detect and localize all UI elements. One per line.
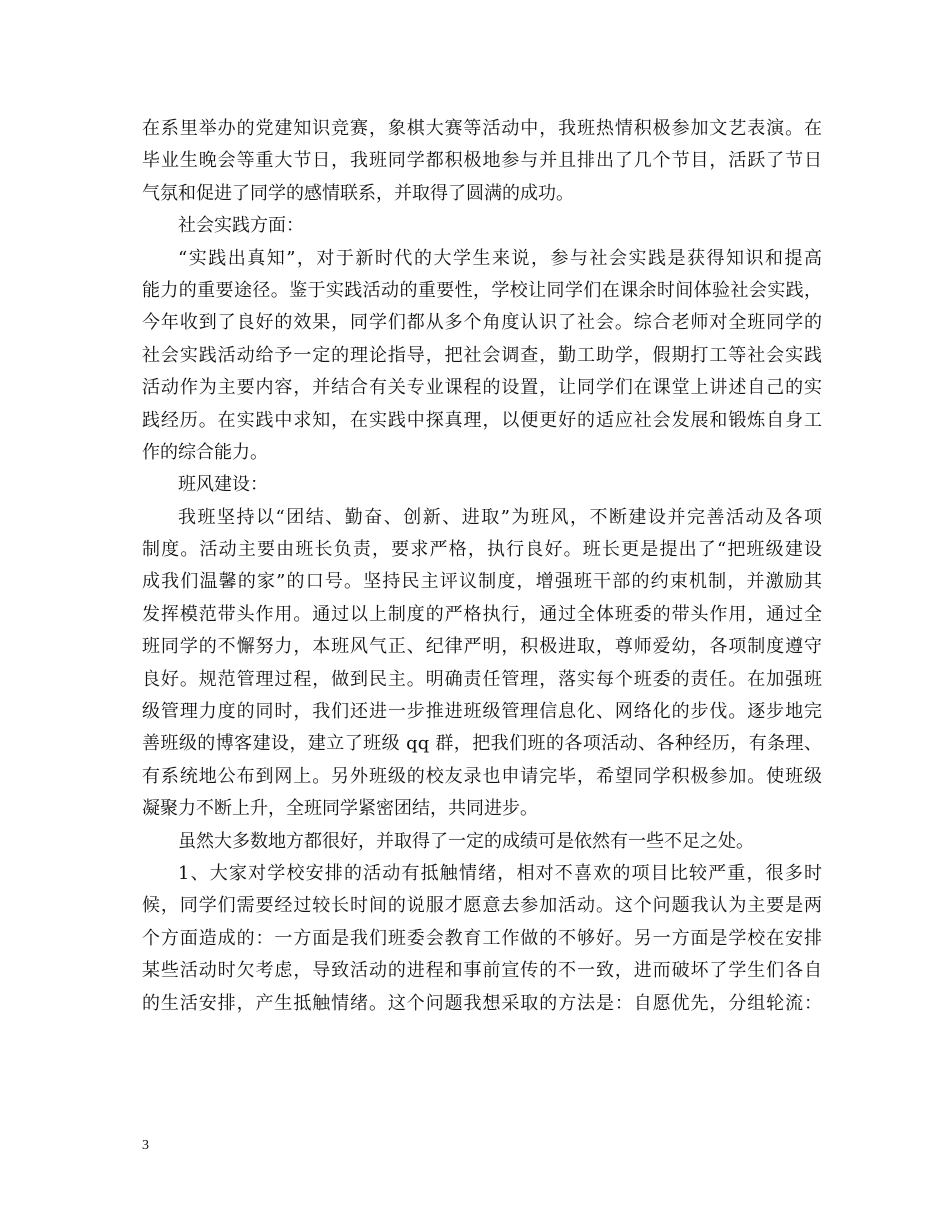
- text-line: 毕业生晚会等重大节日，我班同学都积极地参与并且排出了几个节目，活跃了节日: [142, 150, 822, 172]
- text-line: 成我们温馨的家”的口号。坚持民主评议制度，增强班干部的约束机制，并激励其: [142, 571, 822, 593]
- text-line: 个方面造成的：一方面是我们班委会教育工作做的不够好。另一方面是学校在安排: [142, 927, 822, 949]
- text-line: 能力的重要途径。鉴于实践活动的重要性，学校让同学们在课余时间体验社会实践，: [142, 279, 822, 301]
- text-line: 虽然大多数地方都很好，并取得了一定的成绩可是依然有一些不足之处。: [178, 830, 754, 852]
- text-line: 活动作为主要内容，并结合有关专业课程的设置，让同学们在课堂上讲述自己的实: [142, 377, 822, 399]
- text-line: 凝聚力不断上升，全班同学紧密团结，共同进步。: [142, 798, 538, 820]
- body-text: [142, 113, 822, 1020]
- text-line: 善班级的博客建设，建立了班级 qq 群，把我们班的各项活动、各种经历，有条理、: [142, 733, 822, 755]
- text-line: 级管理力度的同时，我们还进一步推进班级管理信息化、网络化的步伐。逐步地完: [142, 701, 822, 723]
- text-line: 班风建设：: [178, 474, 268, 496]
- text-line: 在系里举办的党建知识竞赛，象棋大赛等活动中，我班热情积极参加文艺表演。在: [142, 118, 822, 139]
- text-line: 的生活安排，产生抵触情绪。这个问题我想采取的方法是：自愿优先，分组轮流：: [142, 992, 822, 1014]
- text-line: 候，同学们需要经过较长时间的说服才愿意去参加活动。这个问题我认为主要是两: [142, 895, 822, 917]
- text-line: 制度。活动主要由班长负责，要求严格，执行良好。班长更是提出了“把班级建设: [142, 539, 822, 561]
- text-line: 发挥模范带头作用。通过以上制度的严格执行，通过全体班委的带头作用，通过全: [142, 603, 822, 625]
- text-line: 我班坚持以“团结、勤奋、创新、进取”为班风，不断建设并完善活动及各项: [178, 506, 822, 528]
- text-line: 社会实践活动给予一定的理论指导，把社会调查，勤工助学，假期打工等社会实践: [142, 344, 822, 366]
- text-line: 今年收到了良好的效果，同学们都从多个角度认识了社会。综合老师对全班同学的: [142, 312, 822, 334]
- text-line: 践经历。在实践中求知，在实践中探真理，以便更好的适应社会发展和锻炼自身工: [142, 409, 822, 431]
- text-line: 1、大家对学校安排的活动有抵触情绪，相对不喜欢的项目比较严重，很多时: [178, 862, 822, 884]
- page-number: 3: [142, 1138, 149, 1153]
- text-line: 某些活动时欠考虑，导致活动的进程和事前宣传的不一致，进而破坏了学生们各自: [142, 960, 822, 982]
- text-line: 良好。规范管理过程，做到民主。明确责任管理，落实每个班委的责任。在加强班: [142, 668, 822, 690]
- text-line: 有系统地公布到网上。另外班级的校友录也申请完毕，希望同学积极参加。使班级: [142, 765, 822, 787]
- text-line: 班同学的不懈努力，本班风气正、纪律严明，积极进取，尊师爱幼，各项制度遵守: [142, 636, 822, 658]
- text-line: 作的综合能力。: [142, 441, 268, 463]
- text-line: “实践出真知”，对于新时代的大学生来说，参与社会实践是获得知识和提高: [178, 247, 822, 269]
- text-line: 社会实践方面：: [178, 215, 304, 237]
- text-line: 气氛和促进了同学的感情联系，并取得了圆满的成功。: [142, 182, 574, 204]
